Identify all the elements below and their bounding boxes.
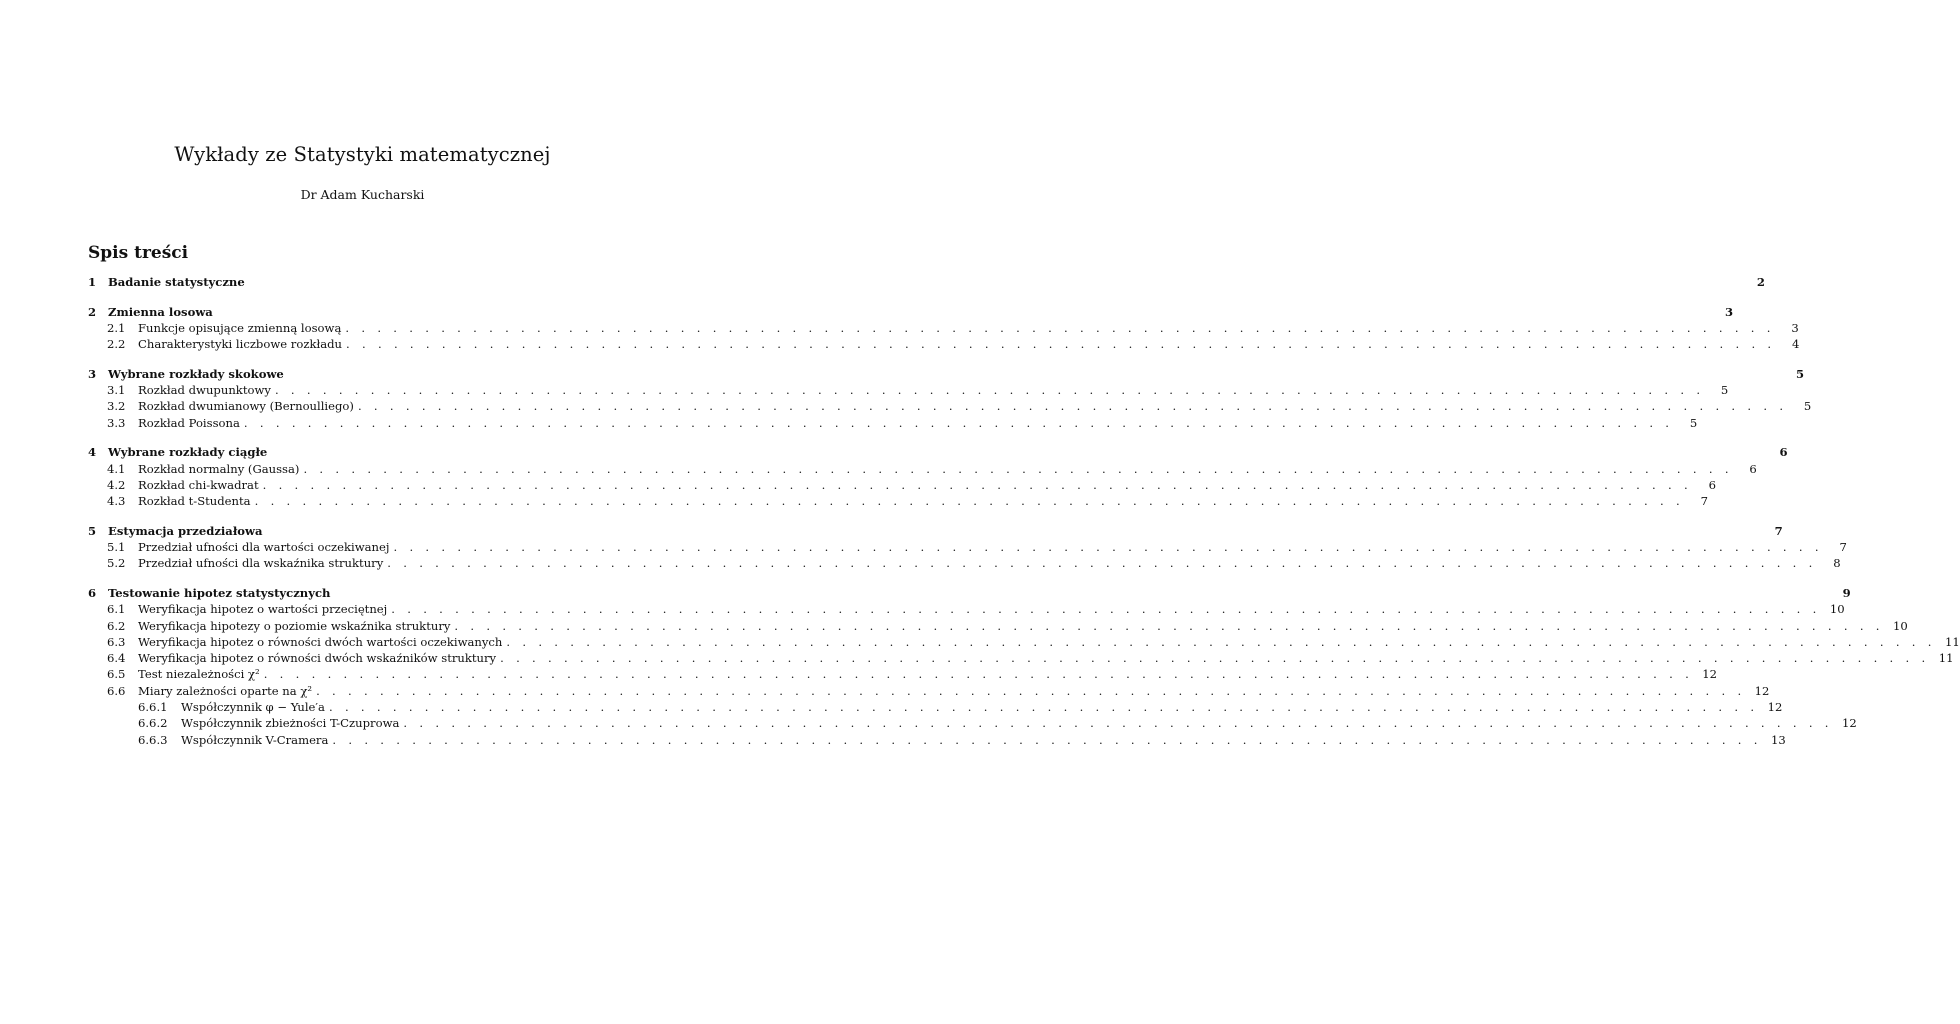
toc-dot-leader: . . . . . . . . . . . . . . . . . . . . . . . . . . . . . . . . . . . . . . . . . . . . . . . . . . . . . . . . . . . . . . . . . . . . . . . . . . . . . . . . . . . . . . . . . .	[316, 683, 1746, 698]
toc-subsection-entry[interactable]	[88, 683, 1770, 699]
toc-entry-number: 4	[88, 445, 97, 460]
toc-entry-title: Funkcje opisujące zmienną losową	[138, 320, 342, 335]
toc-entry-number: 2	[88, 304, 97, 319]
toc-entry-number: 6.5	[107, 667, 126, 682]
toc-section-entry[interactable]	[88, 585, 1851, 601]
toc-section	[88, 304, 1800, 353]
toc-section	[88, 585, 1960, 748]
toc-entry-page: 8	[1833, 556, 1841, 571]
toc-entry-number: 5.2	[107, 556, 126, 571]
toc-entry-page: 7	[1839, 540, 1847, 555]
toc-subsection-entry[interactable]	[88, 539, 1847, 555]
toc-entry-number: 6.6.1	[138, 700, 168, 715]
toc-entry-number: 2.1	[107, 320, 126, 335]
toc-entry-title: Charakterystyki liczbowe rozkładu	[138, 337, 343, 352]
toc-entry-title: Rozkład normalny (Gaussa)	[138, 461, 300, 476]
toc-entry-title: Wybrane rozkłady skokowe	[108, 366, 284, 381]
toc-section	[88, 366, 1812, 431]
toc-entry-title: Weryfikacja hipotezy o poziomie wskaźnika struktury	[138, 618, 451, 633]
toc-entry-title: Przedział ufności dla wskaźnika struktury	[138, 556, 384, 571]
toc-entry-number: 6.6.3	[138, 732, 168, 747]
toc-section-spacer	[88, 509, 640, 522]
toc-entry-title: Test niezależności χ²	[138, 667, 260, 682]
toc-dot-leader: . . . . . . . . . . . . . . . . . . . . . . . . . . . . . . . . . . . . . . . . . . . . . . . . . . . . . . . . . . . . . . . . . . . . . . . . . . . . . . . . . . . . . . . . . .	[345, 320, 1775, 335]
toc-entry-number: 4.1	[107, 461, 126, 476]
toc-dot-leader: . . . . . . . . . . . . . . . . . . . . . . . . . . . . . . . . . . . . . . . . . . . . . . . . . . . . . . . . . . . . . . . . . . . . . . . . . . . . . . . . . . . . . . . . . .	[332, 732, 1762, 747]
toc-dot-leader: . . . . . . . . . . . . . . . . . . . . . . . . . . . . . . . . . . . . . . . . . . . . . . . . . . . . . . . . . . . . . . . . . . . . . . . . . . . . . . . . . . . . . . . . . .	[243, 415, 1674, 430]
toc-entry-page: 12	[1702, 667, 1718, 682]
toc-subsection-entry[interactable]	[88, 336, 1800, 352]
toc-section	[88, 444, 1788, 509]
toc-entry-title: Przedział ufności dla wartości oczekiwanej	[138, 540, 390, 555]
toc-section-entry[interactable]	[88, 304, 1734, 320]
toc-entry-page: 4	[1792, 337, 1800, 352]
toc-entry-number: 2.2	[107, 337, 126, 352]
toc-entry-number: 3	[88, 366, 97, 381]
toc-entry-number: 6	[88, 585, 97, 600]
toc-entry-page: 6	[1708, 477, 1716, 492]
toc-dot-leader: . . . . . . . . . . . . . . . . . . . . . . . . . . . . . . . . . . . . . . . . . . . . . . . . . . . . . . . . . . . . . . . . . . . . . . . . . . . . . . . . . . . . . . . . . .	[403, 716, 1833, 731]
toc-entry-title: Współczynnik zbieżności T-Czuprowa	[181, 716, 400, 731]
toc-entry-page: 13	[1771, 732, 1786, 747]
toc-entry-page: 11	[1938, 651, 1954, 666]
toc-entry-page: 2	[1756, 275, 1765, 289]
toc-subsection-entry[interactable]	[88, 493, 1708, 509]
toc-entry-page: 12	[1842, 716, 1857, 731]
toc-dot-leader: . . . . . . . . . . . . . . . . . . . . . . . . . . . . . . . . . . . . . . . . . . . . . . . . . . . . . . . . . . . . . . . . . . . . . . . . . . . . . . . . . . . . . . . . . .	[454, 618, 1884, 633]
toc-entry-title: Badanie statystyczne	[108, 275, 245, 289]
toc-section	[88, 523, 1847, 572]
toc-section-spacer	[88, 352, 640, 365]
toc-entry-number: 4.2	[107, 477, 126, 492]
toc-entry-title: Miary zależności oparte na χ²	[138, 683, 313, 698]
toc-entry-page: 5	[1689, 415, 1698, 430]
toc-entry-number: 6.1	[107, 602, 126, 617]
toc-entry-page: 7	[1700, 494, 1708, 509]
toc-entry-number: 6.3	[107, 634, 126, 649]
toc-entry-number: 3.2	[107, 399, 126, 414]
toc-entry-page: 3	[1724, 304, 1734, 319]
toc-entry-page: 6	[1749, 461, 1757, 476]
toc-entry-page: 5	[1803, 399, 1812, 414]
toc-entry-page: 7	[1774, 523, 1783, 538]
toc-dot-leader: . . . . . . . . . . . . . . . . . . . . . . . . . . . . . . . . . . . . . . . . . . . . . . . . . . . . . . . . . . . . . . . . . . . . . . . . . . . . . . . . . . . . . . . . . .	[303, 461, 1733, 476]
toc-subsection-entry[interactable]	[88, 415, 1698, 431]
toc-entry-title: Rozkład Poissona	[138, 415, 240, 430]
document-title: Wykłady ze Statystyki matematycznej	[174, 143, 551, 166]
toc-entry-number: 6.4	[107, 651, 126, 666]
toc-section-spacer	[88, 572, 640, 585]
toc-subsection-entry[interactable]	[88, 666, 1718, 682]
toc-subsection-entry[interactable]	[88, 461, 1757, 477]
toc-entry-page: 12	[1754, 683, 1770, 698]
toc-entry-page: 5	[1795, 366, 1805, 381]
toc-entry-title: Rozkład dwumianowy (Bernoulliego)	[138, 399, 354, 414]
toc-dot-leader: . . . . . . . . . . . . . . . . . . . . . . . . . . . . . . . . . . . . . . . . . . . . . . . . . . . . . . . . . . . . . . . . . . . . . . . . . . . . . . . . . . . . . . . . . .	[254, 494, 1684, 509]
toc-dot-leader: . . . . . . . . . . . . . . . . . . . . . . . . . . . . . . . . . . . . . . . . . . . . . . . . . . . . . . . . . . . . . . . . . . . . . . . . . . . . . . . . . . . . . . . . . .	[391, 602, 1821, 617]
toc-heading: Spis treści	[88, 243, 189, 263]
toc-dot-leader: . . . . . . . . . . . . . . . . . . . . . . . . . . . . . . . . . . . . . . . . . . . . . . . . . . . . . . . . . . . . . . . . . . . . . . . . . . . . . . . . . . . . . . . . . .	[328, 700, 1759, 715]
toc-entry-number: 6.6	[107, 683, 126, 698]
toc-entry-page: 3	[1791, 320, 1799, 335]
toc-subsection-entry[interactable]	[88, 555, 1841, 571]
toc-entry-number: 5.1	[107, 540, 126, 555]
toc-dot-leader: . . . . . . . . . . . . . . . . . . . . . . . . . . . . . . . . . . . . . . . . . . . . . . . . . . . . . . . . . . . . . . . . . . . . . . . . . . . . . . . . . . . . . . . . . .	[393, 540, 1823, 555]
toc-dot-leader: . . . . . . . . . . . . . . . . . . . . . . . . . . . . . . . . . . . . . . . . . . . . . . . . . . . . . . . . . . . . . . . . . . . . . . . . . . . . . . . . . . . . . . . . . .	[500, 651, 1930, 666]
toc-entry-title: Testowanie hipotez statystycznych	[108, 585, 331, 600]
toc-entry-title: Weryfikacja hipotez o wartości przeciętnej	[138, 602, 388, 617]
toc-subsection-entry[interactable]	[88, 320, 1799, 336]
toc-entry-page: 11	[1945, 634, 1960, 649]
toc-section-spacer	[88, 290, 640, 303]
toc-section-entry[interactable]	[88, 366, 1805, 382]
toc-dot-leader: . . . . . . . . . . . . . . . . . . . . . . . . . . . . . . . . . . . . . . . . . . . . . . . . . . . . . . . . . . . . . . . . . . . . . . . . . . . . . . . . . . . . . . . . . .	[506, 634, 1936, 649]
toc-subsection-entry[interactable]	[88, 601, 1845, 617]
toc-entry-title: Zmienna losowa	[108, 304, 213, 319]
toc-section	[88, 274, 1765, 290]
toc-entry-number: 4.3	[107, 494, 126, 509]
toc-subsection-entry[interactable]	[88, 398, 1812, 414]
toc-entry-number: 1	[88, 275, 97, 289]
toc-entry-title: Wybrane rozkłady ciągłe	[108, 445, 268, 460]
toc-entry-title: Współczynnik φ − Yule′a	[181, 700, 325, 715]
toc-entry-page: 10	[1829, 602, 1845, 617]
toc-dot-leader: . . . . . . . . . . . . . . . . . . . . . . . . . . . . . . . . . . . . . . . . . . . . . . . . . . . . . . . . . . . . . . . . . . . . . . . . . . . . . . . . . . . . . . . . . .	[357, 399, 1788, 414]
toc-entry-title: Rozkład chi-kwadrat	[138, 477, 259, 492]
table-of-contents	[88, 274, 1960, 748]
toc-subsection-entry[interactable]	[88, 477, 1716, 493]
toc-section-entry[interactable]	[88, 444, 1788, 460]
toc-dot-leader: . . . . . . . . . . . . . . . . . . . . . . . . . . . . . . . . . . . . . . . . . . . . . . . . . . . . . . . . . . . . . . . . . . . . . . . . . . . . . . . . . . . . . . . . . .	[274, 383, 1705, 398]
toc-entry-page: 5	[1720, 383, 1729, 398]
toc-entry-number: 3.3	[107, 415, 126, 430]
toc-dot-leader: . . . . . . . . . . . . . . . . . . . . . . . . . . . . . . . . . . . . . . . . . . . . . . . . . . . . . . . . . . . . . . . . . . . . . . . . . . . . . . . . . . . . . . . . . .	[346, 337, 1776, 352]
toc-entry-title: Współczynnik V-Cramera	[181, 732, 329, 747]
toc-dot-leader: . . . . . . . . . . . . . . . . . . . . . . . . . . . . . . . . . . . . . . . . . . . . . . . . . . . . . . . . . . . . . . . . . . . . . . . . . . . . . . . . . . . . . . . . . .	[263, 667, 1694, 682]
toc-entry-title: Weryfikacja hipotez o równości dwóch wskaźników struktury	[138, 651, 497, 666]
toc-section-entry[interactable]	[88, 523, 1783, 539]
toc-entry-number: 5	[88, 523, 97, 538]
toc-entry-number: 6.2	[107, 618, 126, 633]
toc-entry-page: 9	[1842, 585, 1851, 600]
toc-dot-leader: . . . . . . . . . . . . . . . . . . . . . . . . . . . . . . . . . . . . . . . . . . . . . . . . . . . . . . . . . . . . . . . . . . . . . . . . . . . . . . . . . . . . . . . . . .	[387, 556, 1817, 571]
toc-subsubsection-entry[interactable]	[88, 732, 1786, 748]
toc-entry-page: 10	[1893, 618, 1908, 633]
toc-subsubsection-entry[interactable]	[88, 715, 1857, 731]
toc-subsection-entry[interactable]	[88, 618, 1908, 634]
toc-subsection-entry[interactable]	[88, 382, 1729, 398]
toc-entry-number: 6.6.2	[138, 716, 168, 731]
toc-subsection-entry[interactable]	[88, 634, 1960, 650]
toc-section-spacer	[88, 431, 640, 444]
toc-entry-page: 12	[1767, 700, 1783, 715]
toc-dot-leader: . . . . . . . . . . . . . . . . . . . . . . . . . . . . . . . . . . . . . . . . . . . . . . . . . . . . . . . . . . . . . . . . . . . . . . . . . . . . . . . . . . . . . . . . . .	[262, 477, 1692, 492]
toc-entry-title: Rozkład dwupunktowy	[138, 383, 271, 398]
toc-entry-title: Estymacja przedziałowa	[108, 523, 263, 538]
toc-section-entry[interactable]	[88, 274, 1765, 290]
toc-entry-number: 3.1	[107, 383, 126, 398]
toc-subsubsection-entry[interactable]	[88, 699, 1783, 715]
toc-subsection-entry[interactable]	[88, 650, 1954, 666]
toc-entry-title: Rozkład t-Studenta	[138, 494, 251, 509]
toc-entry-page: 6	[1779, 445, 1788, 460]
toc-entry-title: Weryfikacja hipotez o równości dwóch wartości oczekiwanych	[138, 634, 503, 649]
document-author: Dr Adam Kucharski	[300, 187, 425, 202]
